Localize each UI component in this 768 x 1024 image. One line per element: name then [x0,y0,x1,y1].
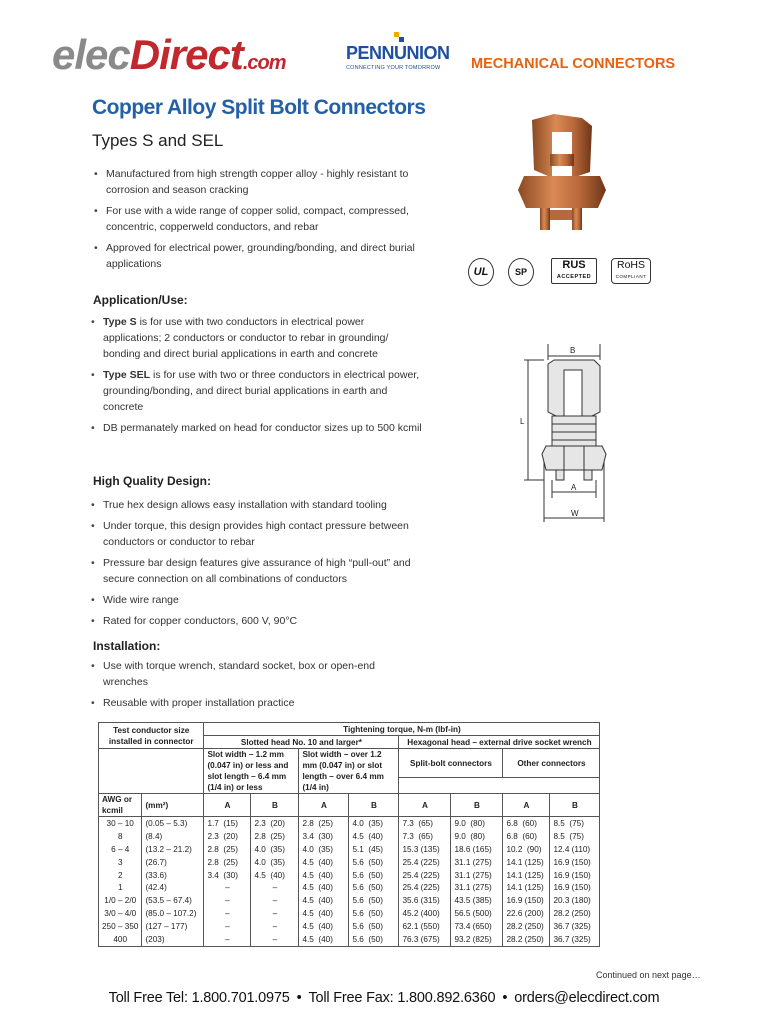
installation-heading: Installation: [93,639,161,653]
pennunion-logo [346,44,464,71]
header-hex: Hexagonal head – external drive socket wrench [399,736,600,749]
table-cell: 250 – 350 [99,920,142,933]
list-item: • DB permanately marked on head for conductor sizes up to 500 kcmil [91,420,423,436]
table-cell: 73.4 (650) [451,920,503,933]
dim-label-a: A [571,483,577,492]
rus-sub-label: ACCEPTED [556,274,592,280]
table-cell: – [251,894,299,907]
table-row [99,856,600,869]
list-item: • Under torque, this design provides high contact pressure between conductors or conductor to rebar [91,518,417,550]
table-cell: 2.3 (20) [251,817,299,830]
header-slotted: Slotted head No. 10 and larger* [204,736,399,749]
table-cell: 6.8 (60) [503,830,550,843]
rohs-logo [611,258,651,284]
table-cell: 31.1 (275) [451,856,503,869]
table-cell: 14.1 (125) [503,869,550,882]
table-cell: 25.4 (225) [399,856,451,869]
list-item: • Use with torque wrench, standard socket, box or open-end wrenches [91,658,417,690]
torque-table-body [99,817,600,947]
list-item: • Reusable with proper installation practice [91,695,417,711]
list-item [91,314,423,362]
table-cell: 4.0 (35) [251,856,299,869]
list-item: • For use with a wide range of copper solid, compact, compressed, concentric, copperweld conductors, and rebar [94,203,424,235]
table-cell: 4.5 (40) [299,920,349,933]
table-cell: 4.0 (35) [299,843,349,856]
table-cell: 36.7 (325) [550,920,600,933]
quality-bullets [91,497,417,634]
table-cell: 3.4 (30) [299,830,349,843]
table-cell: 8.5 (75) [550,817,600,830]
table-cell: – [204,907,251,920]
table-cell: 9.0 (80) [451,830,503,843]
csa-logo: SP [508,258,534,286]
header-test-conductor: Test conductor size installed in connector [99,723,204,749]
table-cell: 43.5 (385) [451,894,503,907]
table-cell: – [251,933,299,946]
table-cell: (203) [142,933,204,946]
table-cell: 10.2 (90) [503,843,550,856]
table-cell: 45.2 (400) [399,907,451,920]
table-row [99,907,600,920]
table-cell: 2.8 (25) [251,830,299,843]
table-cell: 31.1 (275) [451,869,503,882]
table-cell: 4.5 (40) [299,881,349,894]
header-slot-small: Slot width – 1.2 mm (0.047 in) or less and slot length – 6.4 mm (1/4 in) or less [204,749,299,794]
table-cell: 22.6 (200) [503,907,550,920]
header-torque: Tightening torque, N-m (lbf-in) [204,723,600,736]
table-row [99,817,600,830]
logo-part3: .com [242,52,286,74]
table-cell: 28.2 (250) [503,920,550,933]
table-cell: 16.9 (150) [503,894,550,907]
category-title: MECHANICAL CONNECTORS [471,56,676,72]
table-cell: – [204,920,251,933]
table-cell: – [204,881,251,894]
table-cell: 31.1 (275) [451,881,503,894]
table-cell: (127 – 177) [142,920,204,933]
header-other: Other connectors [503,749,600,778]
table-cell: 2.8 (25) [299,817,349,830]
table-cell: 25.4 (225) [399,881,451,894]
table-cell: 56.5 (500) [451,907,503,920]
pennunion-mark-icon [394,32,404,42]
footer-separator: • [502,990,508,1006]
pennunion-name: PENNUNION [346,43,450,63]
footer-contact [0,990,768,1006]
table-cell: 5.6 (50) [349,881,399,894]
table-cell: 6.8 (60) [503,817,550,830]
table-cell: 4.5 (40) [251,869,299,882]
table-cell: 4.5 (40) [299,856,349,869]
table-cell: (85.0 – 107.2) [142,907,204,920]
header-col-a: A [503,794,550,817]
continued-note: Continued on next page… [596,970,701,980]
table-cell: 1 [99,881,142,894]
list-item [91,367,423,415]
intro-bullets [94,166,424,277]
table-cell: 93.2 (825) [451,933,503,946]
table-cell: 3/0 – 4/0 [99,907,142,920]
table-cell: 35.6 (315) [399,894,451,907]
table-cell: 20.3 (180) [550,894,600,907]
list-item: • Manufactured from high strength copper alloy - highly resistant to corrosion and season cracking [94,166,424,198]
table-cell: 8.5 (75) [550,830,600,843]
table-cell: 4.5 (40) [299,894,349,907]
table-cell: 3.4 (30) [204,869,251,882]
table-cell: 5.6 (50) [349,933,399,946]
table-cell: 2.8 (25) [204,843,251,856]
table-cell: (33.6) [142,869,204,882]
footer-tel[interactable]: Toll Free Tel: 1.800.701.0975 [108,990,290,1006]
split-bolt-photo [512,112,612,242]
table-cell: 5.1 (45) [349,843,399,856]
table-cell: 8 [99,830,142,843]
table-cell: 12.4 (110) [550,843,600,856]
table-cell: 1/0 – 2/0 [99,894,142,907]
header-slot-large: Slot width – over 1.2 mm (0.047 in) or slot length – over 6.4 mm (1/4 in) [299,749,399,794]
table-cell: – [204,933,251,946]
table-cell: 36.7 (325) [550,933,600,946]
table-row [99,933,600,946]
header-col-a: A [204,794,251,817]
torque-table [98,722,600,947]
list-item: • True hex design allows easy installation with standard tooling [91,497,417,513]
list-item: • Pressure bar design features give assurance of high “pull-out” and secure connection on all combinations of conductors [91,555,417,587]
type-sel-text: is for use with two or three conductors in electrical power, grounding/bonding, and direct burial applications in earth and concrete [103,369,420,413]
table-cell: 62.1 (550) [399,920,451,933]
rus-logo [551,258,597,284]
table-cell: 3 [99,856,142,869]
table-cell: 2 [99,869,142,882]
table-cell: 15.3 (135) [399,843,451,856]
installation-bullets [91,658,417,716]
elecdirect-logo[interactable] [52,31,286,78]
table-cell: 18.6 (165) [451,843,503,856]
table-cell: 14.1 (125) [503,856,550,869]
footer-email[interactable]: orders@elecdirect.com [514,990,660,1006]
table-row [99,894,600,907]
table-cell: (0.05 – 5.3) [142,817,204,830]
header-col-b: B [451,794,503,817]
header-col-b: B [251,794,299,817]
table-cell: 4.0 (35) [251,843,299,856]
table-cell: (8.4) [142,830,204,843]
table-cell: – [204,894,251,907]
table-cell: 4.5 (40) [299,907,349,920]
table-cell: (42.4) [142,881,204,894]
table-cell: (53.5 – 67.4) [142,894,204,907]
application-bullets [91,314,423,441]
table-cell: 7.3 (65) [399,830,451,843]
type-s-label: Type S [103,316,137,328]
table-cell: 4.5 (40) [299,869,349,882]
table-cell: 28.2 (250) [503,933,550,946]
list-item: • Approved for electrical power, grounding/bonding, and direct burial applications [94,240,424,272]
header-split-bolt: Split-bolt connectors [399,749,503,778]
table-cell: 5.6 (50) [349,856,399,869]
type-s-text: is for use with two conductors in electrical power applications; 2 conductors or conductor to rebar in grounding/ bonding and direct burial applications in earth and concrete [103,316,389,360]
table-cell: 7.3 (65) [399,817,451,830]
application-heading: Application/Use: [93,293,188,307]
list-item: • Wide wire range [91,592,417,608]
table-cell: – [251,907,299,920]
table-cell: 2.3 (20) [204,830,251,843]
table-cell: – [251,920,299,933]
dimension-drawing [508,340,620,530]
table-row [99,869,600,882]
list-item: • Rated for copper conductors, 600 V, 90°C [91,613,417,629]
table-cell: 16.9 (150) [550,856,600,869]
logo-part1: elec [52,31,130,78]
header-col-a: A [399,794,451,817]
table-cell: 400 [99,933,142,946]
table-cell: 4.5 (40) [299,933,349,946]
table-row [99,830,600,843]
table-cell: (13.2 – 21.2) [142,843,204,856]
table-cell: 16.9 (150) [550,881,600,894]
header-awg: AWG or kcmil [99,794,142,817]
rus-label: RUS [562,259,586,271]
dim-label-l: L [520,417,525,426]
table-cell: 4.0 (35) [349,817,399,830]
table-cell: 1.7 (15) [204,817,251,830]
rohs-sub-label: COMPLIANT [615,274,647,279]
header-col-b: B [550,794,600,817]
header-col-a: A [299,794,349,817]
table-cell: – [251,881,299,894]
table-cell: 30 – 10 [99,817,142,830]
table-cell: 5.6 (50) [349,907,399,920]
table-cell: 28.2 (250) [550,907,600,920]
table-cell: (26.7) [142,856,204,869]
dim-label-w: W [571,509,579,518]
table-cell: 14.1 (125) [503,881,550,894]
table-cell: 2.8 (25) [204,856,251,869]
table-cell: 6 – 4 [99,843,142,856]
page-title: Copper Alloy Split Bolt Connectors [92,96,426,119]
table-cell: 25.4 (225) [399,869,451,882]
footer-separator: • [296,990,302,1006]
header-col-b: B [349,794,399,817]
quality-heading: High Quality Design: [93,474,212,488]
logo-part2: Direct [129,31,243,78]
page-subtitle: Types S and SEL [92,131,224,150]
pennunion-tagline: CONNECTING YOUR TOMORROW [346,65,441,71]
header-mm2: (mm²) [142,794,204,817]
table-cell: 76.3 (675) [399,933,451,946]
ul-logo: UL [468,258,494,286]
dim-label-b: B [570,346,576,355]
table-row [99,920,600,933]
table-cell: 4.5 (40) [349,830,399,843]
table-row [99,881,600,894]
table-cell: 5.6 (50) [349,920,399,933]
table-cell: 5.6 (50) [349,894,399,907]
type-sel-label: Type SEL [103,369,151,381]
table-row [99,843,600,856]
table-cell: 9.0 (80) [451,817,503,830]
table-cell: 5.6 (50) [349,869,399,882]
table-cell: 16.9 (150) [550,869,600,882]
rohs-label: RoHS [616,259,645,271]
footer-fax[interactable]: Toll Free Fax: 1.800.892.6360 [308,990,496,1006]
